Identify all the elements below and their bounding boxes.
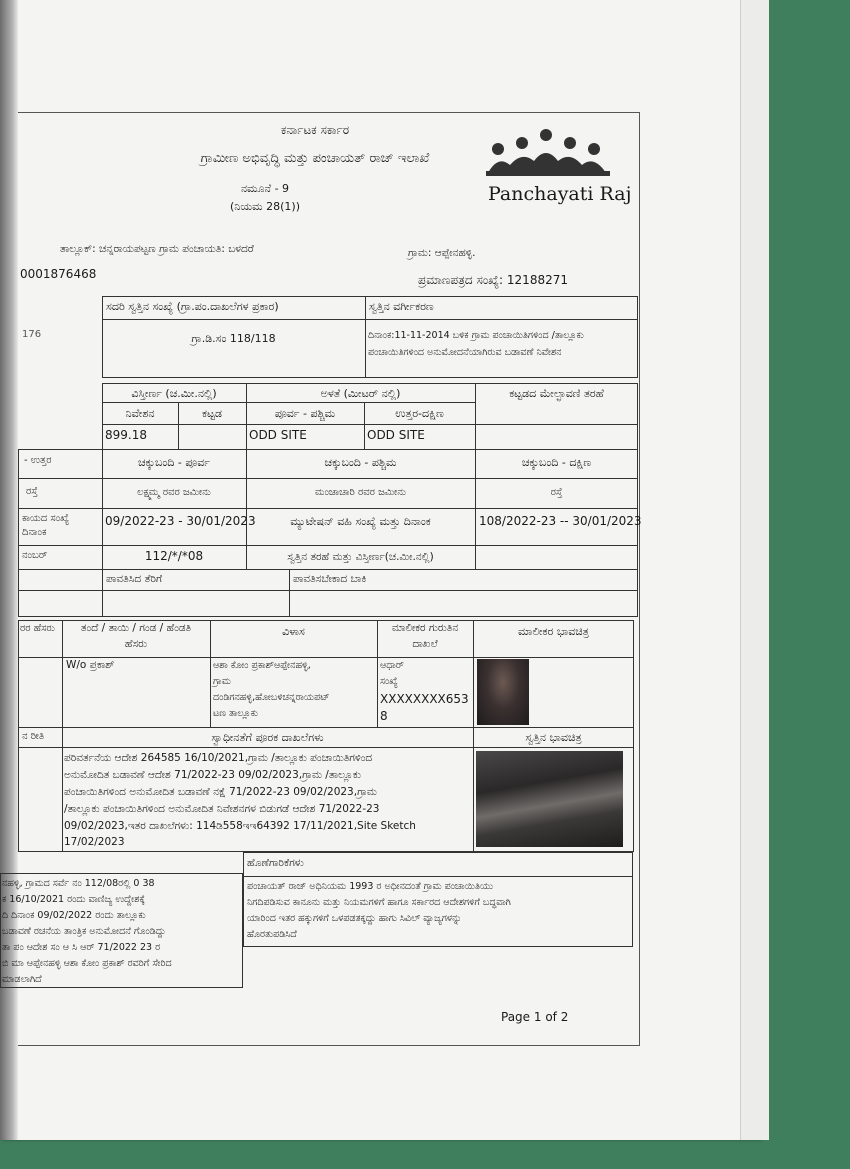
docs-line-3: ಪಂಚಾಯಿತಿಗಳಿಂದ ಅನುಮೋದಿತ ಬಡಾವಣೆ ನಕ್ಷೆ 71/2022-23 09/02/2023,ಗ್ರಾಮ xyxy=(64,786,377,798)
address-header: ವಿಳಾಸ xyxy=(282,625,305,638)
remarks-line-6: ಬಿ ಮಾ ಆಪ್ಪೇನಹಳ್ಳಿ ಆಶಾ ಕೋಂ ಪ್ರಕಾಶ್ ರವರಿಗೆ ಸೇರಿದ xyxy=(2,958,172,969)
east-boundary-header: ಚಕ್ಕುಬಂದಿ - ಪೂರ್ವ xyxy=(137,456,210,469)
id-number: 0001876468 xyxy=(20,267,97,281)
people-icon xyxy=(486,125,616,181)
west-boundary-header: ಚಕ್ಕುಬಂದಿ - ಪಶ್ಚಿಮ xyxy=(324,456,397,469)
docs-line-5: 09/02/2023,ಇತರ ದಾಖಲೆಗಳು: 114ಡಿ558ಇಇ64392 17/11/2021,Site Sketch xyxy=(64,820,416,832)
north-boundary-header: - ಉತ್ತರ xyxy=(24,455,52,466)
west-boundary-value: ಮಂಜಾಚಾರಿ ರವರ ಜಮೀನು xyxy=(314,487,407,498)
remarks-line-3: ದಿ ದಿನಾಂಕ 09/02/2022 ರಂದು ತಾಲ್ಲೂಕು xyxy=(2,910,146,921)
docs-line-1: ಪರಿವರ್ತನೆಯ ಆದೇಶ 264585 16/10/2021,ಗ್ರಾಮ /ತಾಲ್ಲೂಕು ಪಂಚಾಯಿತಿಗಳಿಂದ xyxy=(64,752,373,764)
north-south-value: ODD SITE xyxy=(367,428,425,442)
address-line-4: ಟಣ ತಾಲ್ಲೂಕು xyxy=(213,708,258,719)
ownership-mode-header: ನ ರೀತಿ xyxy=(22,731,45,742)
panchayati-raj-logo xyxy=(486,125,632,215)
docs-line-6: 17/02/2023 xyxy=(64,836,125,848)
remarks-line-4: ಬಡಾವಣೆ ರಚನೆಯ ತಾಂತ್ರಿಕ ಅನುಮೋದನೆ ಗೊಂಡಿದ್ದು xyxy=(2,926,166,937)
owner-name-header: ರರ ಹೆಸರು xyxy=(20,623,55,634)
classification-header: ಸ್ವತ್ತಿನ ವರ್ಗೀಕರಣ xyxy=(369,300,434,313)
id-proof-header-1: ಮಾಲೀಕರ ಗುರುತಿನ xyxy=(391,622,459,634)
remarks-line-2: ಕ 16/10/2021 ರಂದು ವಾಣಿಜ್ಯ ಉದ್ದೇಶಕ್ಕೆ xyxy=(2,894,146,905)
site-header: ನಿವೇಶನ xyxy=(125,407,155,420)
address-line-2: ಗ್ರಾಮ xyxy=(213,676,231,687)
taluk-gp: ತಾಲ್ಲೂಕ್: ಚನ್ನರಾಯಪಟ್ಟಣ ಗ್ರಾಮ ಪಂಚಾಯತಿ: ಬಳದರೆ xyxy=(60,243,254,255)
aadhaar-number-tail: 8 xyxy=(380,709,388,723)
left-property-number: 176 xyxy=(22,329,42,340)
property-photo-header: ಸ್ವತ್ತಿನ ಭಾವಚಿತ್ರ xyxy=(525,731,582,744)
relation-header-1: ತಂದೆ / ತಾಯಿ / ಗಂಡ / ಹೆಂಡತಿ xyxy=(80,622,192,634)
remarks-line-5: ತಾ ಪಂ ಆದೇಶ ಸಂ ಆ ಸಿ ಆರ್ 71/2022 23 ರ xyxy=(2,942,161,953)
logo-text: Panchayati Raj xyxy=(488,183,632,205)
back-sheet-edge xyxy=(740,0,769,1140)
survey-number-value: 112/*/*08 xyxy=(144,549,204,563)
liabilities-line-2: ನಿಗದಿಪಡಿಸುವ ಕಾನೂನು ಮತ್ತು ನಿಯಮಗಳಿಗೆ ಹಾಗೂ ಸರ್ಕಾರದ ಆದೇಶಗಳಿಗೆ ಬದ್ಧವಾಗಿ xyxy=(247,897,511,908)
liabilities-header: ಹೊಣೆಗಾರಿಕೆಗಳು xyxy=(247,857,304,869)
owner-photo-header: ಮಾಲೀಕರ ಭಾವಚಿತ್ರ xyxy=(518,625,589,638)
id-type-2: ಸಂಖ್ಯೆ xyxy=(380,676,398,687)
docs-line-4: /ತಾಲ್ಲೂಕು ಪಂಚಾಯಿತಿಗಳಿಂದ ಅನುಮೋದಿತ ನಿವೇಶನಗಳ ಬಿಡುಗಡೆ ಆದೇಶ 71/2022-23 xyxy=(64,803,380,815)
area-header: ವಿಸ್ತೀರ್ಣ (ಚ.ಮೀ.ನಲ್ಲಿ) xyxy=(131,387,217,400)
property-photo xyxy=(476,751,623,847)
certificate-number: ಪ್ರಮಾಣಪತ್ರದ ಸಂಖ್ಯೆ: 12188271 xyxy=(418,273,568,287)
remarks-line-1: ನಹಳ್ಳಿ, ಗ್ರಾಮದ ಸರ್ವೆ ನಂ 112/08ರಲ್ಲಿ 0 38 xyxy=(2,878,155,889)
page-indicator: Page 1 of 2 xyxy=(501,1010,569,1024)
rule-number: (ನಿಯಮ 28(1)) xyxy=(229,200,301,213)
tax-due-header: ಪಾವತಿಸಬೇಕಾದ ಬಾಕಿ xyxy=(293,573,367,585)
registration-value: 09/2022-23 - 30/01/2023 xyxy=(105,514,256,528)
form-number: ನಮೂನೆ - 9 xyxy=(240,182,290,195)
measurement-header: ಅಳತೆ (ಮೀಟರ್ ನಲ್ಲಿ) xyxy=(320,387,401,400)
east-boundary-value: ಲಕ್ಷ್ಮಮ್ಮ ರವರ ಜಮೀನು xyxy=(137,487,211,498)
property-type-header: ಸ್ವತ್ತಿನ ತರಹೆ ಮತ್ತು ವಿಸ್ತೀರ್ಣ(ಚ.ಮೀ.ನಲ್ಲಿ) xyxy=(287,551,434,563)
roof-type-header: ಕಟ್ಟಡದ ಮೇಲ್ಛಾವಣಿ ತರಹೆ xyxy=(509,387,604,400)
dept-title: ಗ್ರಾಮೀಣ ಅಭಿವೃದ್ಧಿ ಮತ್ತು ಪಂಚಾಯತ್ ರಾಜ್ ಇಲಾಖೆ xyxy=(200,151,430,166)
building-header: ಕಟ್ಟಡ xyxy=(202,407,222,420)
govt-title: ಕರ್ನಾಟಕ ಸರ್ಕಾರ xyxy=(280,123,350,137)
north-south-header: ಉತ್ತರ-ದಕ್ಷಿಣ xyxy=(395,407,444,420)
aadhaar-number: XXXXXXXX653 xyxy=(380,692,469,706)
id-proof-header-2: ದಾಖಲೆ xyxy=(412,638,438,650)
mutation-value: 108/2022-23 -- 30/01/2023 xyxy=(479,514,642,528)
survey-label: ನಂಬರ್ xyxy=(22,550,48,561)
relation-header-2: ಹೆಸರು xyxy=(124,638,148,650)
address-line-3: ದಂಡಿಗನಹಳ್ಳಿ,ಹೋಬಳಿಚನ್ನರಾಯಪಟ್ xyxy=(213,692,330,703)
liabilities-line-3: ಯಾರಿಂದ ಇತರ ಹಕ್ಕುಗಳಿಗೆ ಒಳಪಡತಕ್ಕದ್ದು ಹಾಗು ಸಿವಿಲ್ ವ್ಯಾಜ್ಯಗಳನ್ನು xyxy=(247,913,462,924)
south-boundary-value: ರಸ್ತೆ xyxy=(550,487,563,498)
registration-label-1: ಕಾಯದ ಸಂಖ್ಯೆ xyxy=(22,513,70,524)
site-area-value: 899.18 xyxy=(105,428,147,442)
supporting-docs-header: ಸ್ವಾಧೀನತೆಗೆ ಪೂರಕ ದಾಖಲೆಗಳು xyxy=(211,731,324,744)
owner-photo xyxy=(477,659,529,725)
property-number-header: ಸದರಿ ಸ್ವತ್ತಿನ ಸಂಖ್ಯೆ (ಗ್ರಾ.ಪಂ.ದಾಖಲೆಗಳ ಪ್ರಕಾರ) xyxy=(106,300,279,313)
north-boundary-value: ರಸ್ತೆ xyxy=(26,486,38,497)
classification-text: ದಿನಾಂಕ:11-11-2014 ಬಳಿಕ ಗ್ರಾಮ ಪಂಚಾಯಿತಿಗಳಿಂದ /ತಾಲ್ಲೂಕು ಪಂಚಾಯಿತಿಗಳಿಂದ ಅನುಮೋದನೆಯಾಗಿರುವ ಬಡಾವಣೆ ನಿವೇಶನ xyxy=(368,330,584,358)
remarks-line-7: ಮಾಡಲಾಗಿದೆ xyxy=(2,974,42,985)
id-type-1: ಆಧಾರ್ xyxy=(380,660,404,671)
docs-line-2: ಅನುಮೋದಿತ ಬಡಾವಣೆ ಆದೇಶ 71/2022-23 09/02/2023,ಗ್ರಾಮ /ತಾಲ್ಲೂಕು xyxy=(64,769,361,781)
registration-label-2: ದಿನಾಂಕ xyxy=(22,527,47,538)
property-number: ಗ್ರಾ.ಡಿ.ಸಂ 118/118 xyxy=(191,332,276,345)
east-west-header: ಪೂರ್ವ - ಪಶ್ಚಿಮ xyxy=(274,407,336,420)
liabilities-line-4: ಹೊರತುಪಡಿಸಿದೆ xyxy=(247,929,297,940)
relation-value: W/o ಪ್ರಕಾಶ್ xyxy=(66,659,115,671)
address-line-1: ಆಶಾ ಕೋಂ ಪ್ರಕಾಶ್ಆಪ್ಪೇನಹಳ್ಳಿ, xyxy=(213,660,311,671)
south-boundary-header: ಚಕ್ಕುಬಂದಿ - ದಕ್ಷಿಣ xyxy=(521,456,592,469)
tax-paid-header: ಪಾವತಿಸಿದ ತೆರಿಗೆ xyxy=(106,573,163,585)
liabilities-line-1: ಪಂಚಾಯತ್ ರಾಜ್ ಅಧಿನಿಯಮ 1993 ರ ಅಧೀನದಂತೆ ಗ್ರಾಮ ಪಂಚಾಯಿತಿಯು xyxy=(247,881,494,892)
mutation-header: ಮ್ಯುಟೇಷನ್ ವಹಿ ಸಂಖ್ಯೆ ಮತ್ತು ದಿನಾಂಕ xyxy=(290,515,431,528)
east-west-value: ODD SITE xyxy=(249,428,307,442)
village-name: ಗ್ರಾಮ: ಆಪ್ಪೇನಹಳ್ಳಿ. xyxy=(408,247,476,259)
